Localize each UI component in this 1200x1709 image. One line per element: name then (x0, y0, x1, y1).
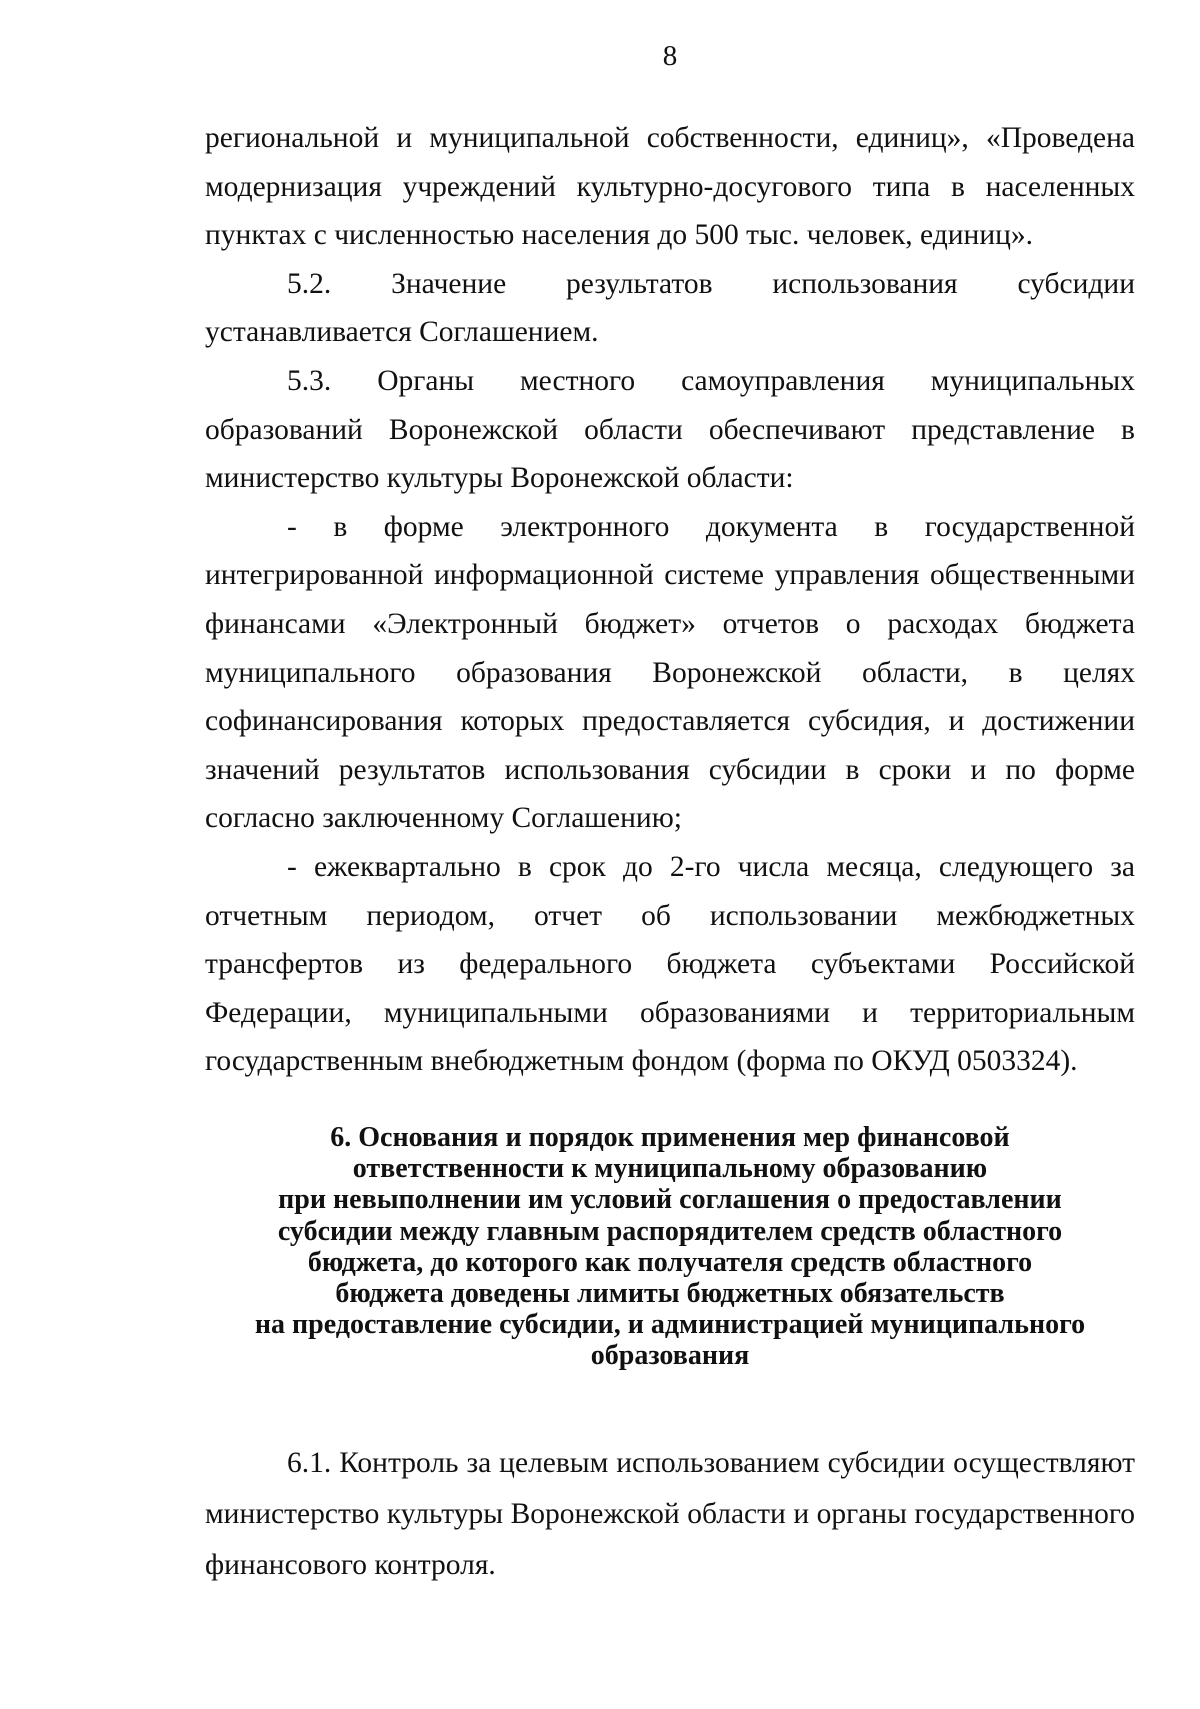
section-6-heading-line: при невыполнении им условий соглашения о предоставлении (278, 1184, 1062, 1216)
paragraph-continuation: региональной и муниципальной собственности, единиц», «Проведена модернизация учреждений культурно-досугового типа в населенных пунктах с численностью населения до 500 тыс. человек, единиц». (205, 122, 1135, 252)
paragraph-6-1: 6.1. Контроль за целевым использованием субсидии осуществляют министерство культуры Воронежской области и органы государственного финансового контроля. (205, 1447, 1135, 1581)
section-6-body (205, 1438, 1135, 1591)
section-6-heading-line: 6. Основания и порядок применения мер финансовой (330, 1122, 1010, 1153)
section-6-heading-line: субсидии между главным распорядителем средств областного (277, 1215, 1063, 1247)
paragraph-5-3: 5.3. Органы местного самоуправления муниципальных образований Воронежской области обеспечивают представление в министерство культуры Воронежской области: (205, 364, 1135, 495)
section-6-heading-line: бюджета доведены лимиты бюджетных обязательств (335, 1278, 1005, 1310)
section-6-heading-line: на предоставление субсидии, и администрацией муниципального (254, 1309, 1086, 1341)
section-6-heading-line: образования (590, 1340, 750, 1372)
paragraph-5-2: 5.2. Значение результатов использования субсидии устанавливается Соглашением. (205, 267, 1135, 349)
section-6-heading (205, 1122, 1135, 1372)
body-text-block (205, 114, 1135, 1086)
page-number: 8 (662, 40, 678, 72)
section-6-heading-line: ответственности к муниципальному образованию (352, 1153, 988, 1185)
paragraph-bullet-quarterly-report: - ежеквартально в срок до 2-го числа месяца, следующего за отчетным периодом, отчет об использовании межбюджетных трансфертов из федерального бюджета субъектами Российской Федерации, муниципальными образованиями и территориальным государственным внебюджетным фондом (форма по ОКУД 0503324). (205, 850, 1135, 1078)
section-6-heading-line: бюджета, до которого как получателя средств областного (307, 1246, 1033, 1278)
paragraph-bullet-electronic-budget: - в форме электронного документа в государственной интегрированной информационной системе управления общественными финансами «Электронный бюджет» отчетов о расходах бюджета муниципального образования Воронежской области, в целях софинансирования которых предоставляется субсидия, и достижении значений результатов использования субсидии в сроки и по форме согласно заключенному Соглашению; (205, 510, 1135, 835)
